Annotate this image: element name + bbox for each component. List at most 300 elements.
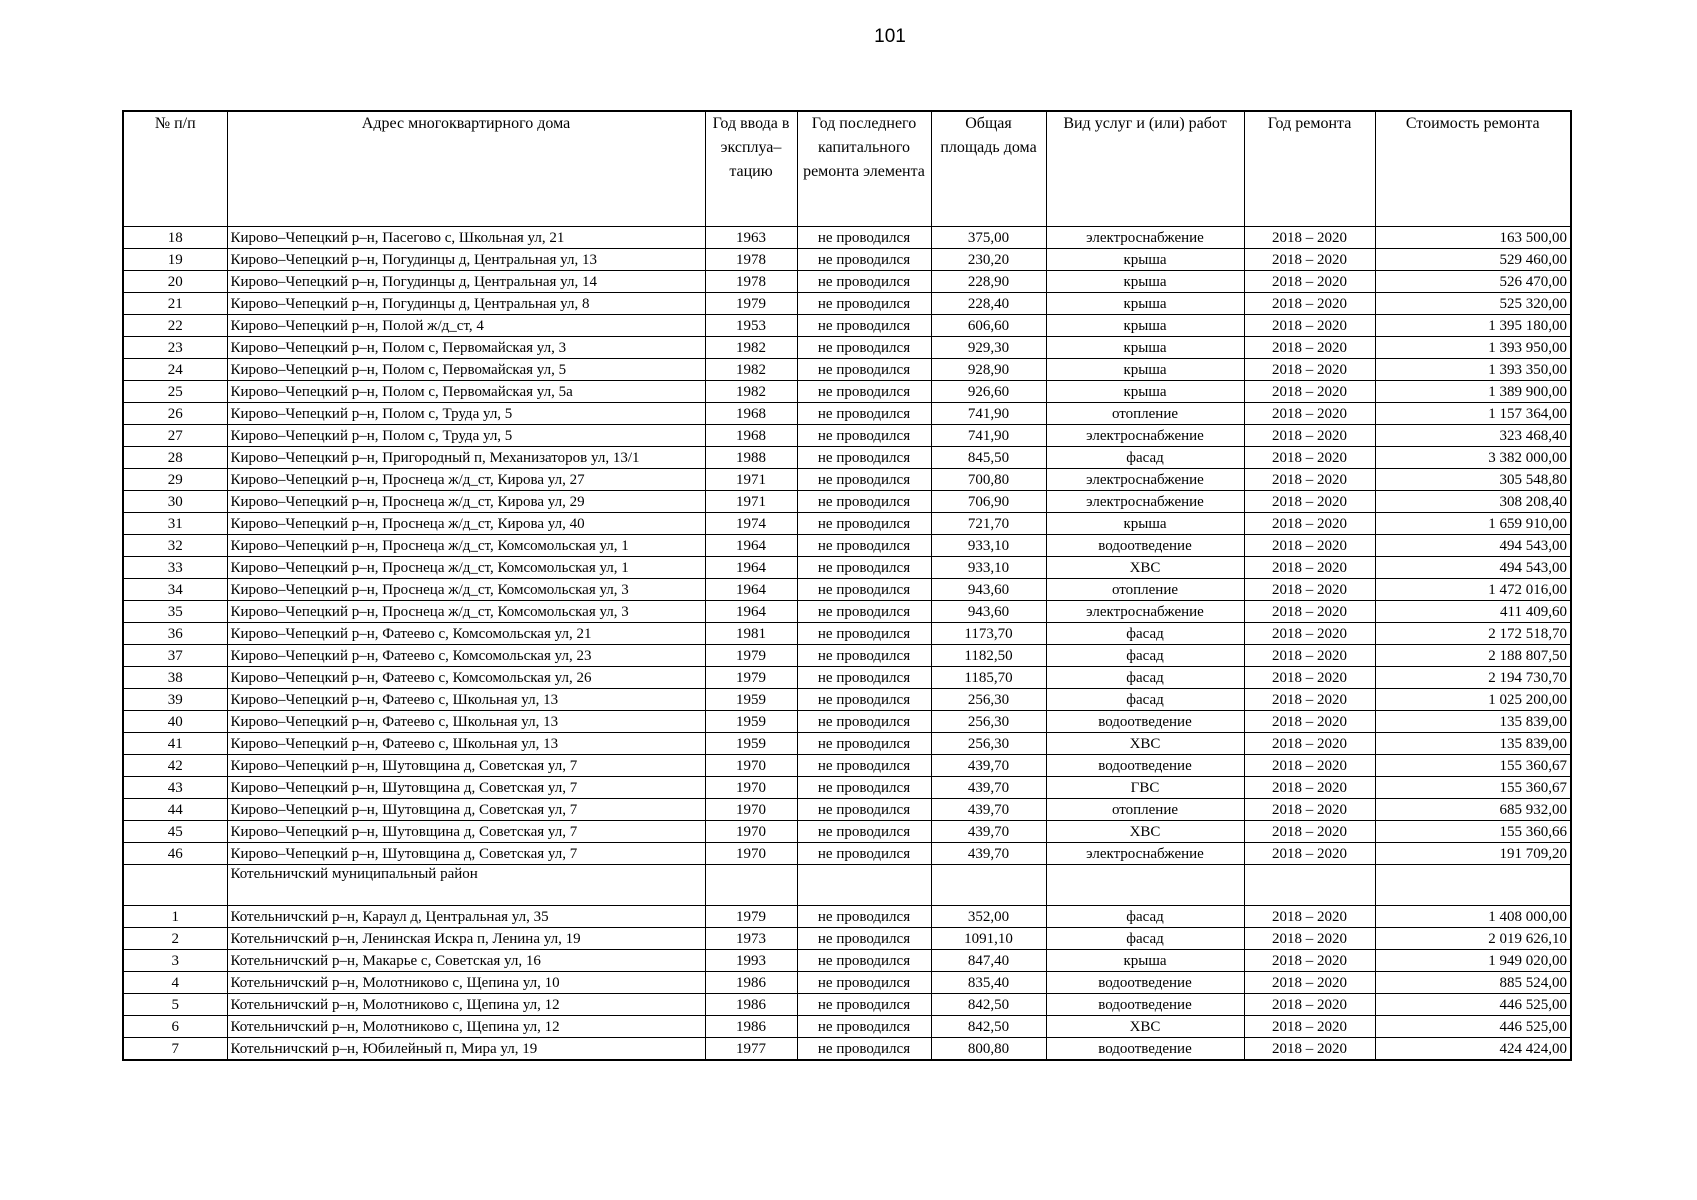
table-row [123, 359, 1571, 381]
cell-area: 845,50 [931, 447, 1046, 469]
cell-year-commissioned: 1979 [705, 667, 797, 689]
cell-area: 375,00 [931, 227, 1046, 249]
cell-repair-year: 2018 – 2020 [1244, 271, 1375, 293]
cell-last-repair: не проводился [797, 843, 931, 865]
cell-address: Котельничский р–н, Юбилейный п, Мира ул, 19 [227, 1038, 705, 1061]
cell-repair-year: 2018 – 2020 [1244, 994, 1375, 1016]
cell-address: Котельничский р–н, Молотниково с, Щепина ул, 10 [227, 972, 705, 994]
cell-repair-year: 2018 – 2020 [1244, 491, 1375, 513]
cell-year-commissioned: 1970 [705, 843, 797, 865]
cell-cost: 323 468,40 [1375, 425, 1571, 447]
cell-service: крыша [1046, 513, 1244, 535]
cell-empty [123, 865, 227, 906]
table-row [123, 381, 1571, 403]
cell-empty [797, 865, 931, 906]
cell-number: 35 [123, 601, 227, 623]
cell-last-repair: не проводился [797, 557, 931, 579]
cell-year-commissioned: 1970 [705, 799, 797, 821]
cell-service: фасад [1046, 667, 1244, 689]
cell-address: Кирово–Чепецкий р–н, Проснеца ж/д_ст, Кирова ул, 40 [227, 513, 705, 535]
cell-number: 31 [123, 513, 227, 535]
table-row [123, 403, 1571, 425]
cell-area: 439,70 [931, 821, 1046, 843]
cell-number: 32 [123, 535, 227, 557]
cell-service: водоотведение [1046, 1038, 1244, 1061]
cell-year-commissioned: 1982 [705, 337, 797, 359]
cell-number: 22 [123, 315, 227, 337]
cell-area: 943,60 [931, 579, 1046, 601]
cell-repair-year: 2018 – 2020 [1244, 381, 1375, 403]
cell-cost: 1 408 000,00 [1375, 906, 1571, 928]
cell-address: Кирово–Чепецкий р–н, Шутовщина д, Советская ул, 7 [227, 755, 705, 777]
cell-number: 41 [123, 733, 227, 755]
cell-service: электроснабжение [1046, 227, 1244, 249]
cell-year-commissioned: 1953 [705, 315, 797, 337]
cell-cost: 446 525,00 [1375, 994, 1571, 1016]
table-row [123, 315, 1571, 337]
cell-address: Котельничский р–н, Молотниково с, Щепина ул, 12 [227, 994, 705, 1016]
cell-service: крыша [1046, 249, 1244, 271]
cell-last-repair: не проводился [797, 381, 931, 403]
cell-service: электроснабжение [1046, 491, 1244, 513]
cell-cost: 446 525,00 [1375, 1016, 1571, 1038]
cell-address: Кирово–Чепецкий р–н, Шутовщина д, Советская ул, 7 [227, 821, 705, 843]
cell-area: 256,30 [931, 711, 1046, 733]
cell-address: Кирово–Чепецкий р–н, Полом с, Первомайская ул, 5 [227, 359, 705, 381]
cell-address: Котельничский р–н, Молотниково с, Щепина ул, 12 [227, 1016, 705, 1038]
cell-area: 606,60 [931, 315, 1046, 337]
cell-year-commissioned: 1988 [705, 447, 797, 469]
cell-address: Котельничский р–н, Ленинская Искра п, Ленина ул, 19 [227, 928, 705, 950]
table-row [123, 1016, 1571, 1038]
cell-address: Кирово–Чепецкий р–н, Фатеево с, Комсомольская ул, 21 [227, 623, 705, 645]
table-row [123, 557, 1571, 579]
cell-last-repair: не проводился [797, 293, 931, 315]
cell-year-commissioned: 1968 [705, 425, 797, 447]
cell-repair-year: 2018 – 2020 [1244, 535, 1375, 557]
cell-last-repair: не проводился [797, 359, 931, 381]
cell-year-commissioned: 1971 [705, 469, 797, 491]
cell-number: 36 [123, 623, 227, 645]
cell-cost: 191 709,20 [1375, 843, 1571, 865]
cell-repair-year: 2018 – 2020 [1244, 293, 1375, 315]
cell-area: 439,70 [931, 843, 1046, 865]
cell-last-repair: не проводился [797, 249, 931, 271]
cell-address: Кирово–Чепецкий р–н, Полой ж/д_ст, 4 [227, 315, 705, 337]
cell-number: 19 [123, 249, 227, 271]
cell-number: 44 [123, 799, 227, 821]
table-row [123, 777, 1571, 799]
cell-year-commissioned: 1973 [705, 928, 797, 950]
cell-repair-year: 2018 – 2020 [1244, 513, 1375, 535]
cell-area: 928,90 [931, 359, 1046, 381]
cell-service: крыша [1046, 271, 1244, 293]
cell-repair-year: 2018 – 2020 [1244, 447, 1375, 469]
cell-service: ГВС [1046, 777, 1244, 799]
cell-repair-year: 2018 – 2020 [1244, 315, 1375, 337]
cell-number: 23 [123, 337, 227, 359]
cell-service: электроснабжение [1046, 843, 1244, 865]
cell-year-commissioned: 1970 [705, 821, 797, 843]
cell-cost: 135 839,00 [1375, 711, 1571, 733]
cell-service: ХВС [1046, 733, 1244, 755]
section-header-row [123, 865, 1571, 906]
cell-year-commissioned: 1970 [705, 777, 797, 799]
cell-repair-year: 2018 – 2020 [1244, 359, 1375, 381]
cell-repair-year: 2018 – 2020 [1244, 337, 1375, 359]
table-body-kotelnichsky [123, 906, 1571, 1061]
cell-repair-year: 2018 – 2020 [1244, 821, 1375, 843]
cell-repair-year: 2018 – 2020 [1244, 557, 1375, 579]
cell-address: Кирово–Чепецкий р–н, Полом с, Труда ул, 5 [227, 425, 705, 447]
cell-year-commissioned: 1968 [705, 403, 797, 425]
cell-repair-year: 2018 – 2020 [1244, 623, 1375, 645]
cell-number: 18 [123, 227, 227, 249]
page-number: 101 [874, 26, 906, 47]
table-row [123, 271, 1571, 293]
cell-number: 7 [123, 1038, 227, 1061]
cell-last-repair: не проводился [797, 1038, 931, 1061]
cell-address: Кирово–Чепецкий р–н, Полом с, Первомайская ул, 3 [227, 337, 705, 359]
cell-cost: 3 382 000,00 [1375, 447, 1571, 469]
cell-year-commissioned: 1959 [705, 733, 797, 755]
header-repair-cost: Стоимость ремонта [1375, 111, 1571, 227]
cell-number: 29 [123, 469, 227, 491]
cell-last-repair: не проводился [797, 777, 931, 799]
cell-year-commissioned: 1979 [705, 906, 797, 928]
cell-last-repair: не проводился [797, 579, 931, 601]
cell-service: ХВС [1046, 557, 1244, 579]
cell-last-repair: не проводился [797, 491, 931, 513]
cell-number: 37 [123, 645, 227, 667]
cell-number: 24 [123, 359, 227, 381]
cell-address: Кирово–Чепецкий р–н, Фатеево с, Комсомольская ул, 26 [227, 667, 705, 689]
cell-cost: 1 472 016,00 [1375, 579, 1571, 601]
cell-number: 43 [123, 777, 227, 799]
cell-number: 1 [123, 906, 227, 928]
cell-area: 721,70 [931, 513, 1046, 535]
cell-service: фасад [1046, 689, 1244, 711]
cell-repair-year: 2018 – 2020 [1244, 689, 1375, 711]
cell-service: отопление [1046, 579, 1244, 601]
cell-repair-year: 2018 – 2020 [1244, 425, 1375, 447]
cell-last-repair: не проводился [797, 689, 931, 711]
cell-area: 943,60 [931, 601, 1046, 623]
cell-area: 439,70 [931, 755, 1046, 777]
cell-last-repair: не проводился [797, 733, 931, 755]
cell-cost: 1 025 200,00 [1375, 689, 1571, 711]
cell-year-commissioned: 1993 [705, 950, 797, 972]
cell-cost: 1 389 900,00 [1375, 381, 1571, 403]
cell-number: 33 [123, 557, 227, 579]
cell-cost: 135 839,00 [1375, 733, 1571, 755]
cell-area: 1182,50 [931, 645, 1046, 667]
cell-number: 27 [123, 425, 227, 447]
cell-repair-year: 2018 – 2020 [1244, 906, 1375, 928]
cell-address: Кирово–Чепецкий р–н, Проснеца ж/д_ст, Комсомольская ул, 3 [227, 601, 705, 623]
cell-year-commissioned: 1964 [705, 557, 797, 579]
cell-number: 26 [123, 403, 227, 425]
cell-service: крыша [1046, 950, 1244, 972]
cell-empty [705, 865, 797, 906]
cell-address: Кирово–Чепецкий р–н, Проснеца ж/д_ст, Кирова ул, 27 [227, 469, 705, 491]
cell-service: крыша [1046, 359, 1244, 381]
cell-service: водоотведение [1046, 994, 1244, 1016]
cell-year-commissioned: 1986 [705, 972, 797, 994]
table-row [123, 950, 1571, 972]
cell-repair-year: 2018 – 2020 [1244, 601, 1375, 623]
cell-repair-year: 2018 – 2020 [1244, 403, 1375, 425]
cell-service: электроснабжение [1046, 425, 1244, 447]
cell-repair-year: 2018 – 2020 [1244, 799, 1375, 821]
cell-service: фасад [1046, 447, 1244, 469]
cell-address: Котельничский р–н, Караул д, Центральная ул, 35 [227, 906, 705, 928]
cell-address: Кирово–Чепецкий р–н, Шутовщина д, Советская ул, 7 [227, 799, 705, 821]
cell-area: 1173,70 [931, 623, 1046, 645]
cell-last-repair: не проводился [797, 645, 931, 667]
cell-area: 933,10 [931, 557, 1046, 579]
cell-cost: 2 194 730,70 [1375, 667, 1571, 689]
cell-cost: 1 393 350,00 [1375, 359, 1571, 381]
cell-last-repair: не проводился [797, 403, 931, 425]
cell-cost: 411 409,60 [1375, 601, 1571, 623]
table-row [123, 337, 1571, 359]
cell-last-repair: не проводился [797, 994, 931, 1016]
table-row [123, 227, 1571, 249]
cell-cost: 155 360,66 [1375, 821, 1571, 843]
cell-address: Кирово–Чепецкий р–н, Шутовщина д, Советская ул, 7 [227, 777, 705, 799]
cell-address: Кирово–Чепецкий р–н, Проснеца ж/д_ст, Комсомольская ул, 1 [227, 557, 705, 579]
cell-service: водоотведение [1046, 755, 1244, 777]
cell-address: Кирово–Чепецкий р–н, Фатеево с, Школьная ул, 13 [227, 711, 705, 733]
table-row [123, 447, 1571, 469]
cell-area: 800,80 [931, 1038, 1046, 1061]
cell-last-repair: не проводился [797, 906, 931, 928]
cell-area: 929,30 [931, 337, 1046, 359]
cell-cost: 308 208,40 [1375, 491, 1571, 513]
cell-last-repair: не проводился [797, 1016, 931, 1038]
table-row [123, 994, 1571, 1016]
cell-cost: 424 424,00 [1375, 1038, 1571, 1061]
cell-number: 39 [123, 689, 227, 711]
cell-repair-year: 2018 – 2020 [1244, 645, 1375, 667]
cell-address: Кирово–Чепецкий р–н, Фатеево с, Комсомольская ул, 23 [227, 645, 705, 667]
cell-empty [1244, 865, 1375, 906]
cell-area: 230,20 [931, 249, 1046, 271]
table-row [123, 469, 1571, 491]
cell-year-commissioned: 1963 [705, 227, 797, 249]
cell-area: 256,30 [931, 733, 1046, 755]
table-row [123, 1038, 1571, 1061]
cell-number: 46 [123, 843, 227, 865]
cell-cost: 1 949 020,00 [1375, 950, 1571, 972]
cell-year-commissioned: 1974 [705, 513, 797, 535]
cell-service: фасад [1046, 928, 1244, 950]
cell-address: Кирово–Чепецкий р–н, Погудинцы д, Центральная ул, 13 [227, 249, 705, 271]
cell-repair-year: 2018 – 2020 [1244, 928, 1375, 950]
cell-number: 42 [123, 755, 227, 777]
cell-number: 40 [123, 711, 227, 733]
cell-year-commissioned: 1982 [705, 359, 797, 381]
cell-area: 700,80 [931, 469, 1046, 491]
cell-repair-year: 2018 – 2020 [1244, 755, 1375, 777]
cell-number: 6 [123, 1016, 227, 1038]
cell-cost: 494 543,00 [1375, 557, 1571, 579]
section-title: Котельничский муниципальный район [227, 865, 705, 906]
cell-cost: 305 548,80 [1375, 469, 1571, 491]
cell-address: Кирово–Чепецкий р–н, Проснеца ж/д_ст, Комсомольская ул, 1 [227, 535, 705, 557]
cell-last-repair: не проводился [797, 799, 931, 821]
table-row [123, 425, 1571, 447]
cell-cost: 525 320,00 [1375, 293, 1571, 315]
cell-service: ХВС [1046, 1016, 1244, 1038]
cell-last-repair: не проводился [797, 623, 931, 645]
cell-number: 2 [123, 928, 227, 950]
table-row [123, 645, 1571, 667]
cell-number: 25 [123, 381, 227, 403]
cell-area: 741,90 [931, 403, 1046, 425]
cell-number: 34 [123, 579, 227, 601]
cell-cost: 685 932,00 [1375, 799, 1571, 821]
cell-year-commissioned: 1959 [705, 711, 797, 733]
cell-last-repair: не проводился [797, 601, 931, 623]
cell-area: 1185,70 [931, 667, 1046, 689]
cell-last-repair: не проводился [797, 755, 931, 777]
cell-repair-year: 2018 – 2020 [1244, 972, 1375, 994]
cell-year-commissioned: 1964 [705, 579, 797, 601]
cell-service: водоотведение [1046, 535, 1244, 557]
cell-last-repair: не проводился [797, 447, 931, 469]
table-row [123, 755, 1571, 777]
cell-cost: 529 460,00 [1375, 249, 1571, 271]
cell-address: Кирово–Чепецкий р–н, Пригородный п, Механизаторов ул, 13/1 [227, 447, 705, 469]
cell-area: 835,40 [931, 972, 1046, 994]
cell-repair-year: 2018 – 2020 [1244, 249, 1375, 271]
cell-area: 933,10 [931, 535, 1046, 557]
cell-area: 256,30 [931, 689, 1046, 711]
cell-cost: 2 172 518,70 [1375, 623, 1571, 645]
cell-service: крыша [1046, 337, 1244, 359]
cell-number: 30 [123, 491, 227, 513]
cell-area: 228,90 [931, 271, 1046, 293]
table-row [123, 906, 1571, 928]
section-kotelnichsky [123, 865, 1571, 906]
cell-cost: 1 659 910,00 [1375, 513, 1571, 535]
cell-empty [931, 865, 1046, 906]
cell-area: 352,00 [931, 906, 1046, 928]
cell-address: Кирово–Чепецкий р–н, Фатеево с, Школьная ул, 13 [227, 733, 705, 755]
cell-area: 842,50 [931, 994, 1046, 1016]
cell-cost: 526 470,00 [1375, 271, 1571, 293]
cell-address: Кирово–Чепецкий р–н, Проснеца ж/д_ст, Комсомольская ул, 3 [227, 579, 705, 601]
cell-last-repair: не проводился [797, 337, 931, 359]
cell-service: отопление [1046, 799, 1244, 821]
cell-area: 926,60 [931, 381, 1046, 403]
cell-address: Кирово–Чепецкий р–н, Погудинцы д, Центральная ул, 14 [227, 271, 705, 293]
cell-last-repair: не проводился [797, 821, 931, 843]
cell-last-repair: не проводился [797, 950, 931, 972]
cell-last-repair: не проводился [797, 513, 931, 535]
cell-year-commissioned: 1981 [705, 623, 797, 645]
table-row [123, 821, 1571, 843]
header-service-type: Вид услуг и (или) работ [1046, 111, 1244, 227]
cell-year-commissioned: 1979 [705, 645, 797, 667]
cell-service: фасад [1046, 906, 1244, 928]
table-row [123, 928, 1571, 950]
table-row [123, 689, 1571, 711]
cell-last-repair: не проводился [797, 972, 931, 994]
header-repair-year: Год ремонта [1244, 111, 1375, 227]
cell-service: водоотведение [1046, 711, 1244, 733]
cell-service: отопление [1046, 403, 1244, 425]
cell-address: Кирово–Чепецкий р–н, Пасегово с, Школьная ул, 21 [227, 227, 705, 249]
cell-year-commissioned: 1982 [705, 381, 797, 403]
cell-number: 20 [123, 271, 227, 293]
cell-repair-year: 2018 – 2020 [1244, 711, 1375, 733]
cell-cost: 163 500,00 [1375, 227, 1571, 249]
cell-repair-year: 2018 – 2020 [1244, 469, 1375, 491]
cell-cost: 2 188 807,50 [1375, 645, 1571, 667]
cell-cost: 155 360,67 [1375, 777, 1571, 799]
cell-number: 28 [123, 447, 227, 469]
cell-area: 439,70 [931, 777, 1046, 799]
cell-number: 5 [123, 994, 227, 1016]
cell-last-repair: не проводился [797, 667, 931, 689]
cell-year-commissioned: 1986 [705, 1016, 797, 1038]
header-year-commissioned: Год ввода в эксплуа– тацию [705, 111, 797, 227]
cell-year-commissioned: 1964 [705, 601, 797, 623]
table-row [123, 799, 1571, 821]
cell-empty [1375, 865, 1571, 906]
cell-repair-year: 2018 – 2020 [1244, 950, 1375, 972]
cell-service: крыша [1046, 315, 1244, 337]
cell-area: 847,40 [931, 950, 1046, 972]
cell-address: Котельничский р–н, Макарье с, Советская ул, 16 [227, 950, 705, 972]
cell-repair-year: 2018 – 2020 [1244, 777, 1375, 799]
cell-cost: 2 019 626,10 [1375, 928, 1571, 950]
header-last-repair-year: Год последнего капитального ремонта элемента [797, 111, 931, 227]
cell-year-commissioned: 1971 [705, 491, 797, 513]
cell-area: 741,90 [931, 425, 1046, 447]
table-row [123, 623, 1571, 645]
cell-cost: 1 395 180,00 [1375, 315, 1571, 337]
header-number: № п/п [123, 111, 227, 227]
cell-address: Кирово–Чепецкий р–н, Погудинцы д, Центральная ул, 8 [227, 293, 705, 315]
cell-service: электроснабжение [1046, 601, 1244, 623]
cell-year-commissioned: 1977 [705, 1038, 797, 1061]
cell-year-commissioned: 1959 [705, 689, 797, 711]
cell-repair-year: 2018 – 2020 [1244, 733, 1375, 755]
cell-repair-year: 2018 – 2020 [1244, 1016, 1375, 1038]
cell-number: 3 [123, 950, 227, 972]
cell-repair-year: 2018 – 2020 [1244, 667, 1375, 689]
cell-address: Кирово–Чепецкий р–н, Шутовщина д, Советская ул, 7 [227, 843, 705, 865]
cell-service: фасад [1046, 623, 1244, 645]
cell-area: 228,40 [931, 293, 1046, 315]
table-row [123, 513, 1571, 535]
cell-address: Кирово–Чепецкий р–н, Полом с, Труда ул, 5 [227, 403, 705, 425]
table-row [123, 843, 1571, 865]
table-body-kirovo-chepetsky [123, 227, 1571, 865]
cell-service: ХВС [1046, 821, 1244, 843]
cell-last-repair: не проводился [797, 711, 931, 733]
cell-service: водоотведение [1046, 972, 1244, 994]
cell-last-repair: не проводился [797, 535, 931, 557]
cell-last-repair: не проводился [797, 928, 931, 950]
cell-year-commissioned: 1978 [705, 271, 797, 293]
cell-empty [1046, 865, 1244, 906]
header-total-area: Общая площадь дома [931, 111, 1046, 227]
